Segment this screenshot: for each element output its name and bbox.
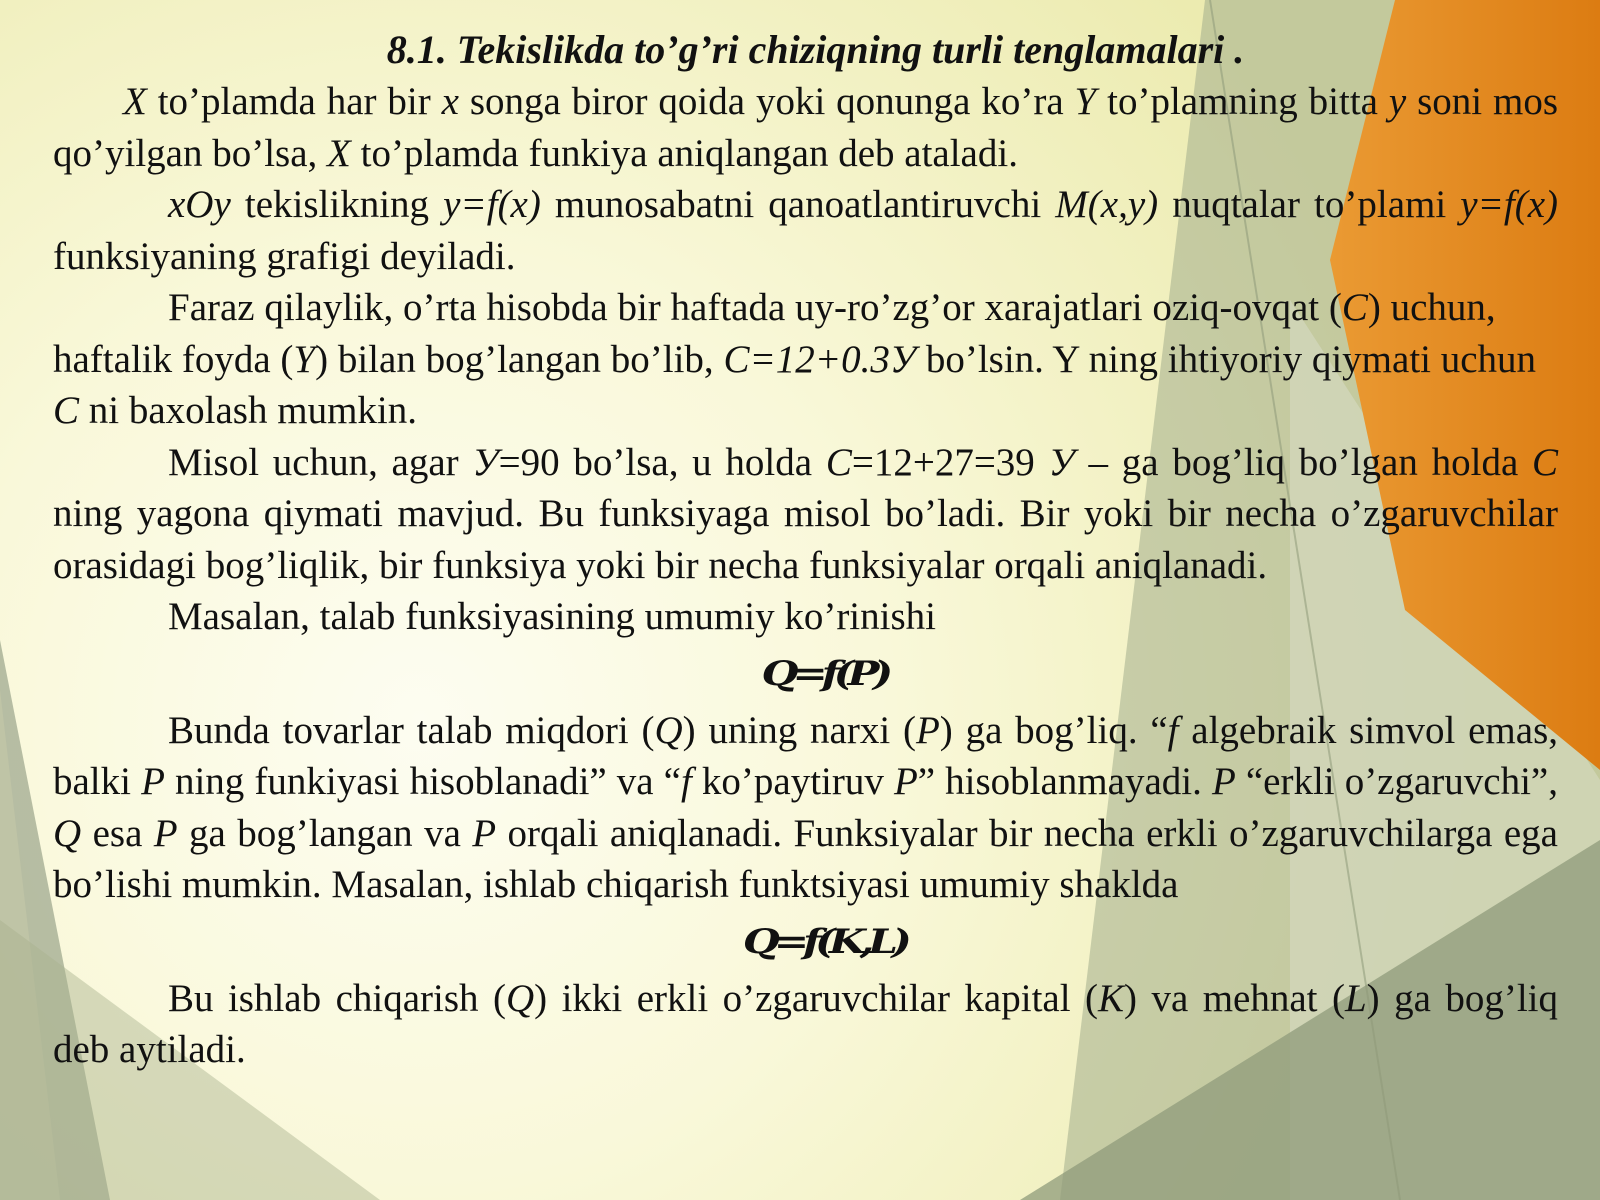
paragraph-numeric-example: Misol uchun, agar У=90 bo’lsa, u holda C=12+27=39 У – ga bog’liq bo’lgan holda C ning yagona qiymati mavjud. Bu funksiyaga misol bo’ladi. Bir yoki bir necha o’zgaruvchilar orasidagi bog’liqlik, bir funksiya yoki bir necha funksiyalar orqali aniqlanadi. <box>53 440 1559 587</box>
paragraph-demand-explanation: Bunda tovarlar talab miqdori (Q) uning narxi (P) ga bog’liq. “f algebraik simvol emas, balki P ning funkiyasi hisoblanadi” va “f ko’paytiruv P” hisoblanmayadi. P “erkli o’zgaruvchi”, Q esa P ga bog’langan va P orqali aniqlanadi. Funksiyalar bir necha erkli o’zgaruvchilarga ega bo’lishi mumkin. Masalan, ishlab chiqarish funktsiyasi umumiy shaklda <box>53 708 1558 906</box>
formula-production-function: Q=f(K,L) <box>742 921 906 962</box>
paragraph-demand-intro: Masalan, talab funksiyasining umumiy ko’rinishi <box>168 595 936 638</box>
slide-content <box>53 24 1558 1076</box>
slide-title: 8.1. Tekislikda to’g’ri chiziqning turli tenglamalari . <box>386 27 1245 72</box>
paragraph-function-definition: X to’plamda har bir x songa biror qoida yoki qonunga ko’ra Y to’plamning bitta y soni mos qo’yilgan bo’lsa, X to’plamda funkiya aniqlangan deb ataladi. <box>53 80 1558 175</box>
paragraph-consumption-example: Faraz qilaylik, o’rta hisobda bir haftada uy-ro’zg’or xarajatlari oziq-ovqat (C) uchun, haftalik foyda (Y) bilan bog’langan bo’lib, C=12+0.3У bo’lsin. Y ning ihtiyoriy qiymati uchun C ni baxolash mumkin. <box>53 286 1537 432</box>
paragraph-graph-definition: xOy tekislikning y=f(x) munosabatni qanoatlantiruvchi M(x,y) nuqtalar to’plami y=f(x) funksiyaning grafigi deyiladi. <box>53 183 1558 278</box>
paragraph-production-explanation: Bu ishlab chiqarish (Q) ikki erkli o’zgaruvchilar kapital (K) va mehnat (L) ga bog’liq deb aytiladi. <box>53 976 1558 1071</box>
formula-demand-function: Q=f(P) <box>761 653 888 694</box>
